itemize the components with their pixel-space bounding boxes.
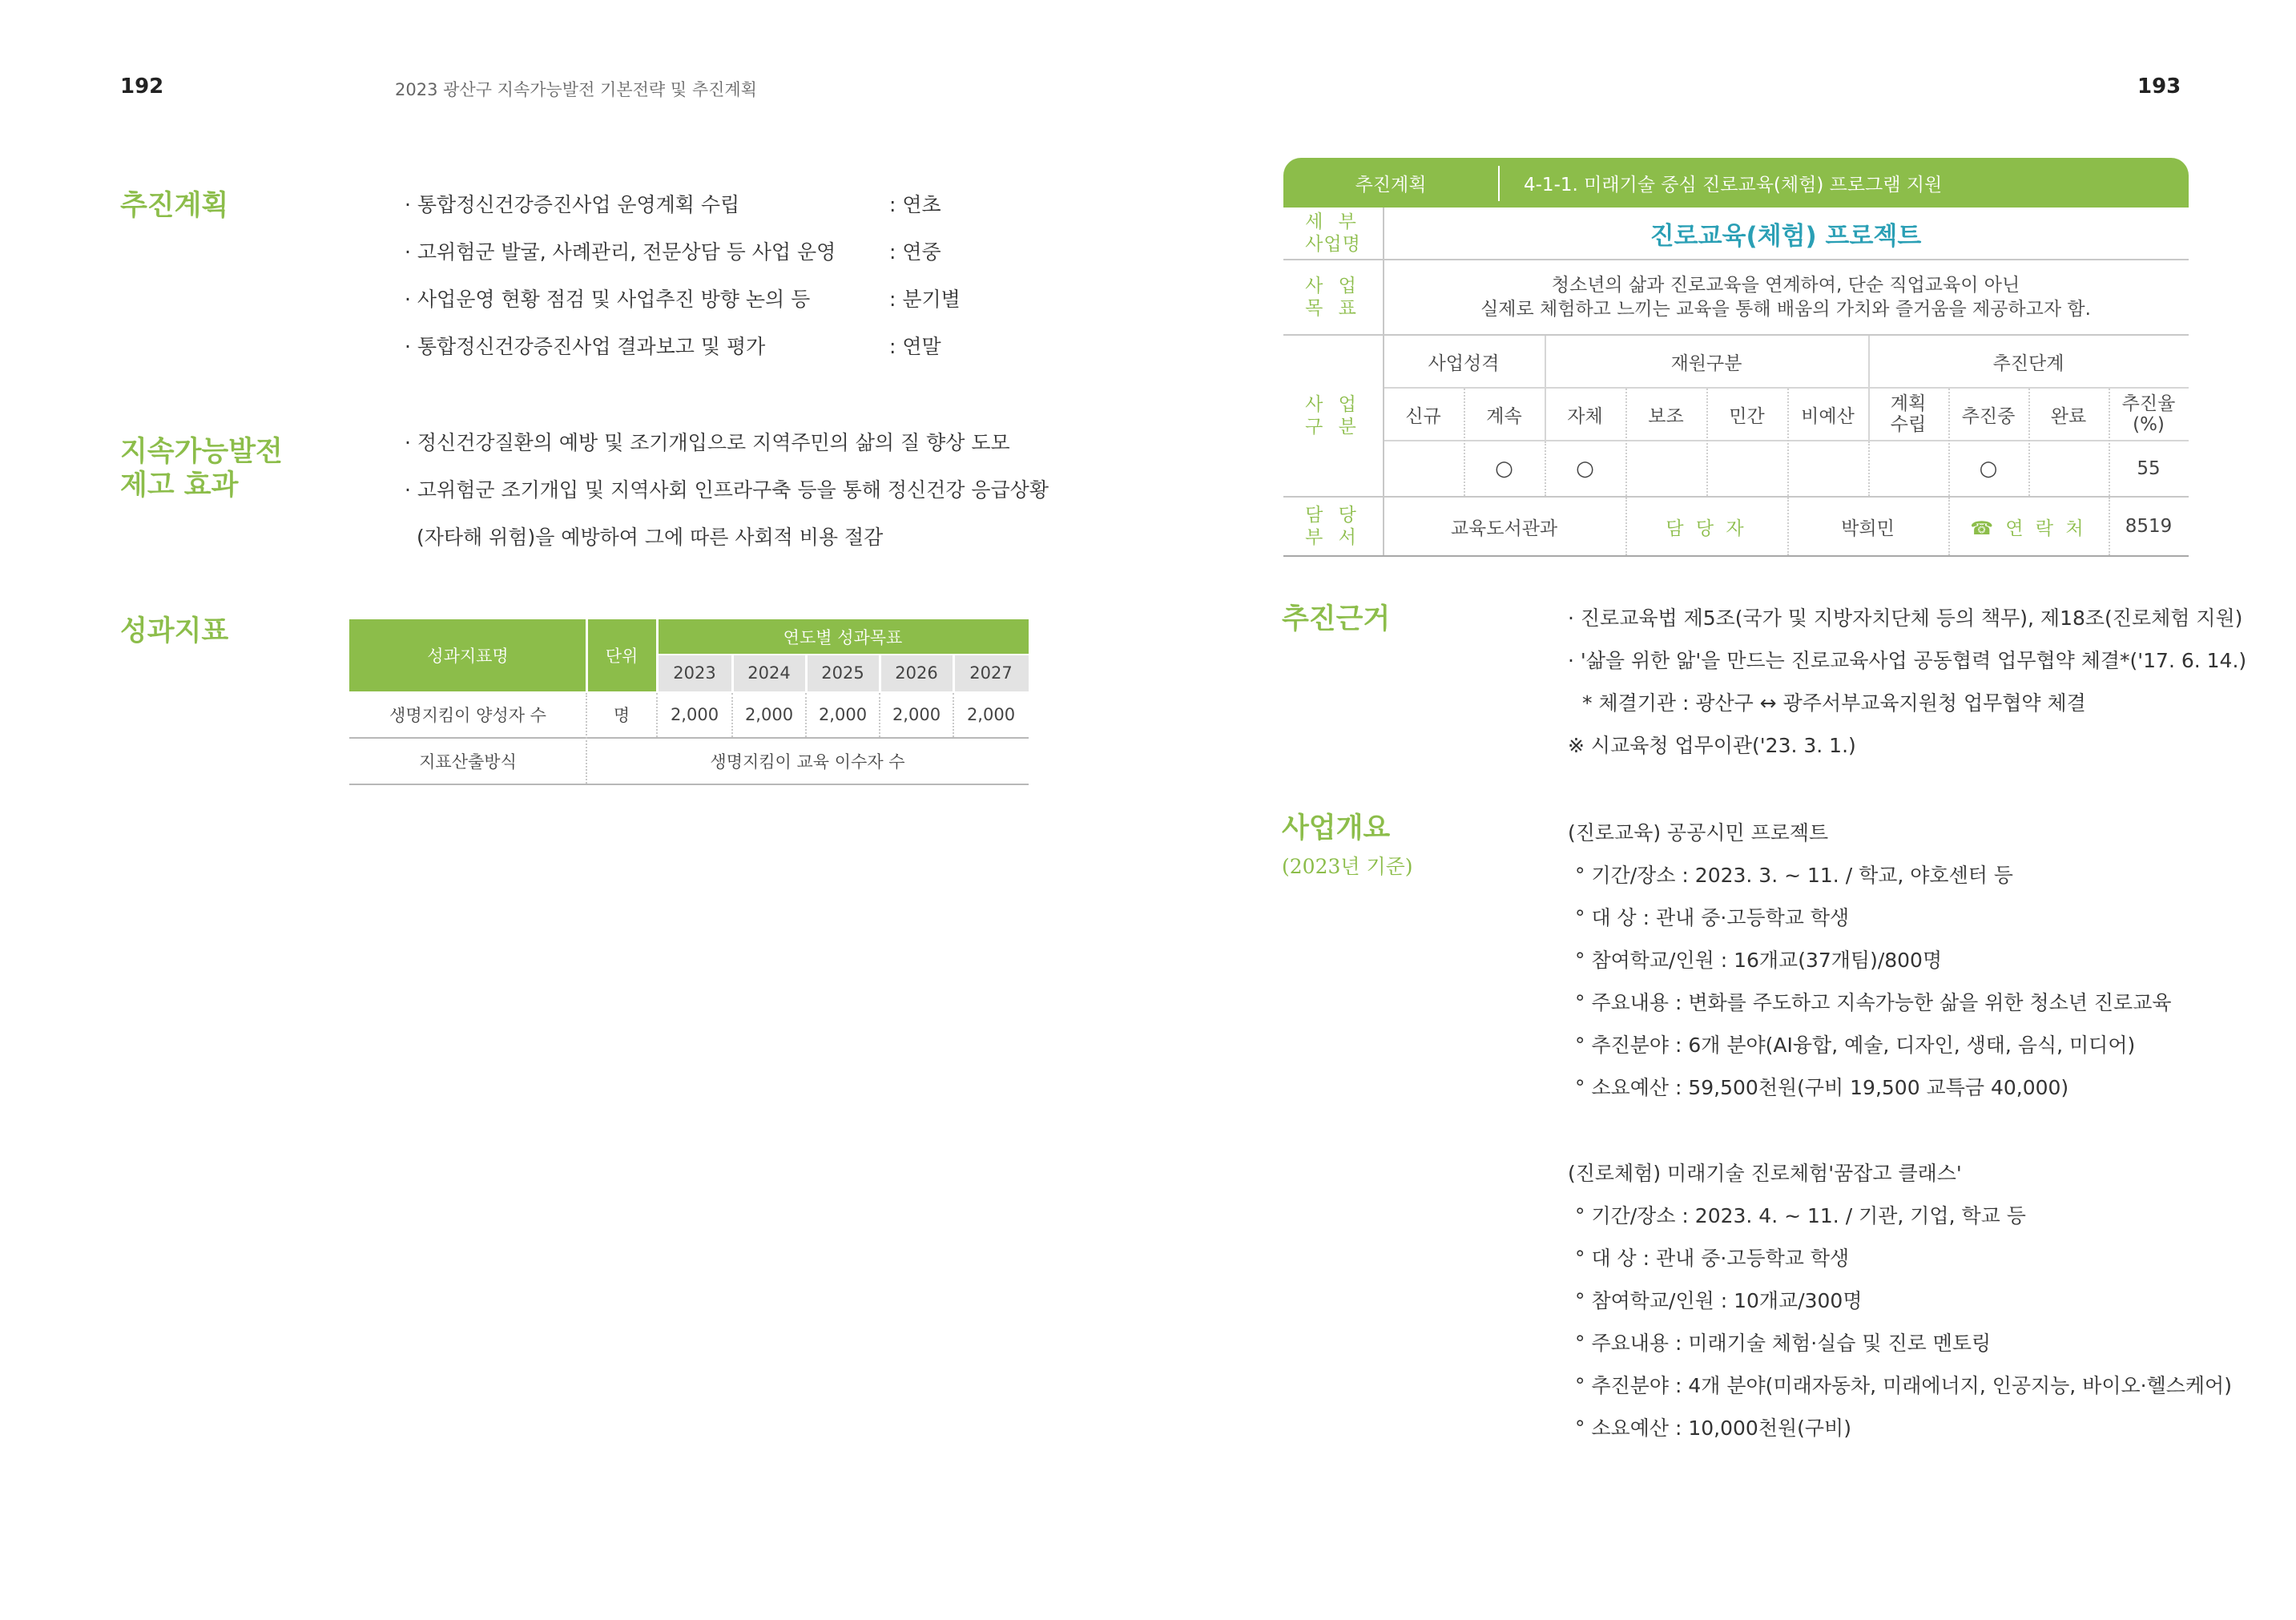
header-divider (1498, 166, 1500, 201)
kpi-head-target: 연도별 성과목표 (657, 619, 1029, 655)
group-stage: 추진단계 (1992, 353, 2064, 374)
section-title-effect-line2: 제고 효과 (120, 469, 239, 502)
col-dotted (2109, 498, 2110, 555)
group-fund: 재원구분 (1670, 353, 1742, 374)
table-bottom-line (1283, 555, 2189, 557)
col-header: 보조 (1648, 405, 1684, 427)
overview-block2-title: (진로체험) 미래기술 진로체험'꿈잡고 클래스' (1568, 1162, 1962, 1185)
mark-cell: ○ (1495, 457, 1513, 481)
kpi-head-divider (656, 619, 659, 691)
plan-item-when: : 연중 (889, 240, 941, 264)
col-dotted (1787, 498, 1789, 555)
contact-label: ☎ 연 락 처 (1970, 518, 2087, 539)
dept-value: 교육도서관과 (1450, 518, 1558, 539)
kpi-row-name: 생명지킴이 양성자 수 (389, 706, 546, 725)
overview-item: ° 참여학교/인원 : 16개교(37개팀)/800명 (1575, 949, 1943, 972)
contact-value: 8519 (2125, 516, 2173, 537)
plan-item-text: · 고위험군 발굴, 사례관리, 전문상담 등 사업 운영 (405, 240, 836, 264)
plan-item-when: : 분기별 (889, 288, 961, 311)
goal-line: 실제로 체험하고 느끼는 교육을 통해 배움의 가치와 즐거움을 제공하고자 함. (1480, 299, 2091, 320)
plan-item-when: : 연초 (889, 193, 941, 216)
overview-item: ° 소요예산 : 10,000천원(구비) (1575, 1416, 1851, 1440)
section-title-plan: 추진계획 (120, 190, 229, 222)
col-header: 추진율 (%) (2121, 393, 2176, 435)
col-header: 자체 (1567, 405, 1603, 427)
plan-value: 4-1-1. 미래기술 중심 진로교육(체험) 프로그램 지원 (1524, 174, 1943, 195)
mark-cell: ○ (1576, 457, 1594, 481)
col-header: 신규 (1405, 405, 1441, 427)
kpi-head-divider (879, 655, 881, 691)
overview-item: ° 기간/장소 : 2023. 4. ~ 11. / 기관, 기업, 학교 등 (1575, 1204, 2026, 1227)
person-label: 담 당 자 (1666, 518, 1747, 539)
running-header: 2023 광산구 지속가능발전 기본전략 및 추진계획 (395, 80, 757, 99)
detail-label-line1: 세 부 (1305, 212, 1361, 232)
kpi-head-hline (657, 654, 1029, 655)
kpi-row-unit: 명 (613, 706, 630, 725)
dept-label (1283, 498, 1383, 555)
kpi-row-value: 2,000 (818, 705, 868, 724)
dept-label-line1: 담 당 (1305, 505, 1361, 526)
kpi-divider (586, 693, 587, 784)
mark-cell: 55 (2137, 458, 2161, 479)
basis-line: * 체결기관 : 광산구 ↔ 광주서부교육지원청 업무협약 체결 (1582, 691, 2086, 715)
page-number-left: 192 (120, 75, 164, 99)
plan-label: 추진계획 (1355, 174, 1427, 195)
overview-item: ° 추진분야 : 4개 분야(미래자동차, 미래에너지, 인공지능, 바이오·헬스케어) (1575, 1374, 2232, 1397)
kpi-year: 2024 (732, 655, 806, 691)
kpi-row-value: 2,000 (966, 705, 1016, 724)
col-dotted (1625, 389, 1627, 496)
class-label-line2: 구 분 (1305, 417, 1361, 437)
kpi-year: 2026 (880, 655, 953, 691)
col-line (1383, 208, 1384, 555)
kpi-head-name: 성과지표명 (349, 619, 586, 691)
basis-line: ※ 시교육청 업무이관('23. 3. 1.) (1568, 734, 1856, 757)
col-header: 민간 (1729, 405, 1765, 427)
overview-item: ° 참여학교/인원 : 10개교/300명 (1575, 1289, 1863, 1312)
mark-cell (1706, 441, 1787, 496)
col-dotted (2028, 389, 2030, 496)
dept-label-line2: 부 서 (1305, 527, 1361, 548)
goal-label-line1: 사 업 (1305, 276, 1361, 296)
col-dotted (1545, 441, 1546, 496)
mark-cell (1383, 441, 1464, 496)
overview-block1-title: (진로교육) 공공시민 프로젝트 (1568, 821, 1829, 844)
plan-item-text: · 통합정신건강증진사업 결과보고 및 평가 (405, 335, 766, 358)
kpi-method-label: 지표산출방식 (419, 752, 517, 772)
person-value: 박희민 (1841, 518, 1895, 539)
col-header: 추진중 (1961, 405, 2016, 427)
kpi-method-value: 생명지킴이 교육 이수자 수 (710, 752, 905, 772)
col-header: 계속 (1486, 405, 1522, 427)
kpi-divider (805, 693, 807, 737)
overview-item: ° 추진분야 : 6개 분야(AI융합, 예술, 디자인, 생태, 음식, 미디어) (1575, 1034, 2136, 1057)
mark-cell: ○ (1979, 457, 1998, 481)
col-line (1868, 336, 1870, 440)
col-header: 완료 (2050, 405, 2087, 427)
col-dotted (1948, 498, 1950, 555)
kpi-divider (879, 693, 880, 737)
kpi-row-value: 2,000 (892, 705, 941, 724)
overview-item: ° 주요내용 : 변화를 주도하고 지속가능한 삶을 위한 청소년 진로교육 (1575, 991, 2172, 1014)
kpi-divider (656, 693, 658, 737)
plan-item-text: · 통합정신건강증진사업 운영계획 수립 (405, 193, 740, 216)
kpi-head-divider (586, 619, 588, 691)
col-dotted (2109, 389, 2110, 496)
kpi-head-unit: 단위 (586, 619, 657, 691)
overview-item: ° 주요내용 : 미래기술 체험·실습 및 진로 멘토링 (1575, 1332, 1992, 1355)
kpi-year: 2025 (806, 655, 880, 691)
col-header: 비예산 (1801, 405, 1855, 427)
mark-cell (2028, 441, 2109, 496)
effect-line: · 고위험군 조기개입 및 지역사회 인프라구축 등을 통해 정신건강 응급상황 (405, 478, 1049, 502)
col-line (1545, 336, 1546, 440)
kpi-bottom-line (349, 784, 1029, 785)
kpi-year: 2023 (657, 655, 732, 691)
page-number-right: 193 (2137, 75, 2181, 99)
col-dotted (1625, 498, 1627, 555)
overview-item: ° 소요예산 : 59,500천원(구비 19,500 교특금 40,000) (1575, 1076, 2069, 1099)
col-dotted (1464, 389, 1465, 496)
kpi-head-divider (805, 655, 808, 691)
kpi-divider (953, 693, 954, 737)
col-dotted (1706, 389, 1708, 496)
plan-item-when: : 연말 (889, 335, 941, 358)
mark-cell (1787, 441, 1868, 496)
overview-item: ° 대 상 : 관내 중·고등학교 학생 (1575, 1247, 1850, 1270)
section-title-kpi: 성과지표 (120, 615, 229, 647)
plan-item-text: · 사업운영 현황 점검 및 사업추진 방향 논의 등 (405, 288, 811, 311)
section-subtitle-overview: (2023년 기준) (1282, 855, 1413, 878)
basis-line: · '삶을 위한 앎'을 만드는 진로교육사업 공동협력 업무협약 체결*('17. 6. 14.) (1568, 649, 2247, 672)
kpi-head-divider (731, 655, 734, 691)
effect-line: · 정신건강질환의 예방 및 조기개입으로 지역주민의 삶의 질 향상 도모 (405, 431, 1010, 454)
section-title-basis: 추진근거 (1282, 603, 1391, 635)
goal-value (1383, 260, 2189, 334)
effect-line: (자타해 위험)을 예방하여 그에 따른 사회적 비용 절감 (417, 526, 884, 549)
goal-label (1283, 260, 1383, 334)
section-title-overview: 사업개요 (1282, 812, 1391, 844)
class-label (1283, 336, 1383, 496)
basis-line: · 진로교육법 제5조(국가 및 지방자치단체 등의 책무), 제18조(진로체험 지원) (1568, 606, 2243, 630)
class-label-line1: 사 업 (1305, 394, 1361, 415)
kpi-divider (731, 693, 733, 737)
kpi-row-value: 2,000 (670, 705, 719, 724)
col-dotted (1948, 389, 1950, 496)
col-dotted (1868, 441, 1870, 496)
detail-label (1283, 208, 1383, 259)
detail-label-line2: 사업명 (1305, 234, 1361, 255)
detail-value: 진로교육(체험) 프로젝트 (1649, 221, 1922, 251)
kpi-year: 2027 (953, 655, 1029, 691)
col-dotted (1787, 389, 1789, 496)
overview-item: ° 기간/장소 : 2023. 3. ~ 11. / 학교, 야호센터 등 (1575, 864, 2013, 887)
mark-cell (1868, 441, 1948, 496)
goal-label-line2: 목 표 (1305, 298, 1361, 319)
col-header: 계획 수립 (1890, 393, 1927, 435)
goal-line: 청소년의 삶과 진로교육을 연계하여, 단순 직업교육이 아닌 (1551, 275, 2020, 296)
kpi-head-divider (953, 655, 955, 691)
group-nature: 사업성격 (1428, 353, 1500, 374)
mark-cell (1625, 441, 1706, 496)
project-table (1283, 158, 2189, 558)
section-title-effect-line1: 지속가능발전 (120, 436, 283, 468)
overview-item: ° 대 상 : 관내 중·고등학교 학생 (1575, 906, 1850, 929)
kpi-row-value: 2,000 (744, 705, 794, 724)
